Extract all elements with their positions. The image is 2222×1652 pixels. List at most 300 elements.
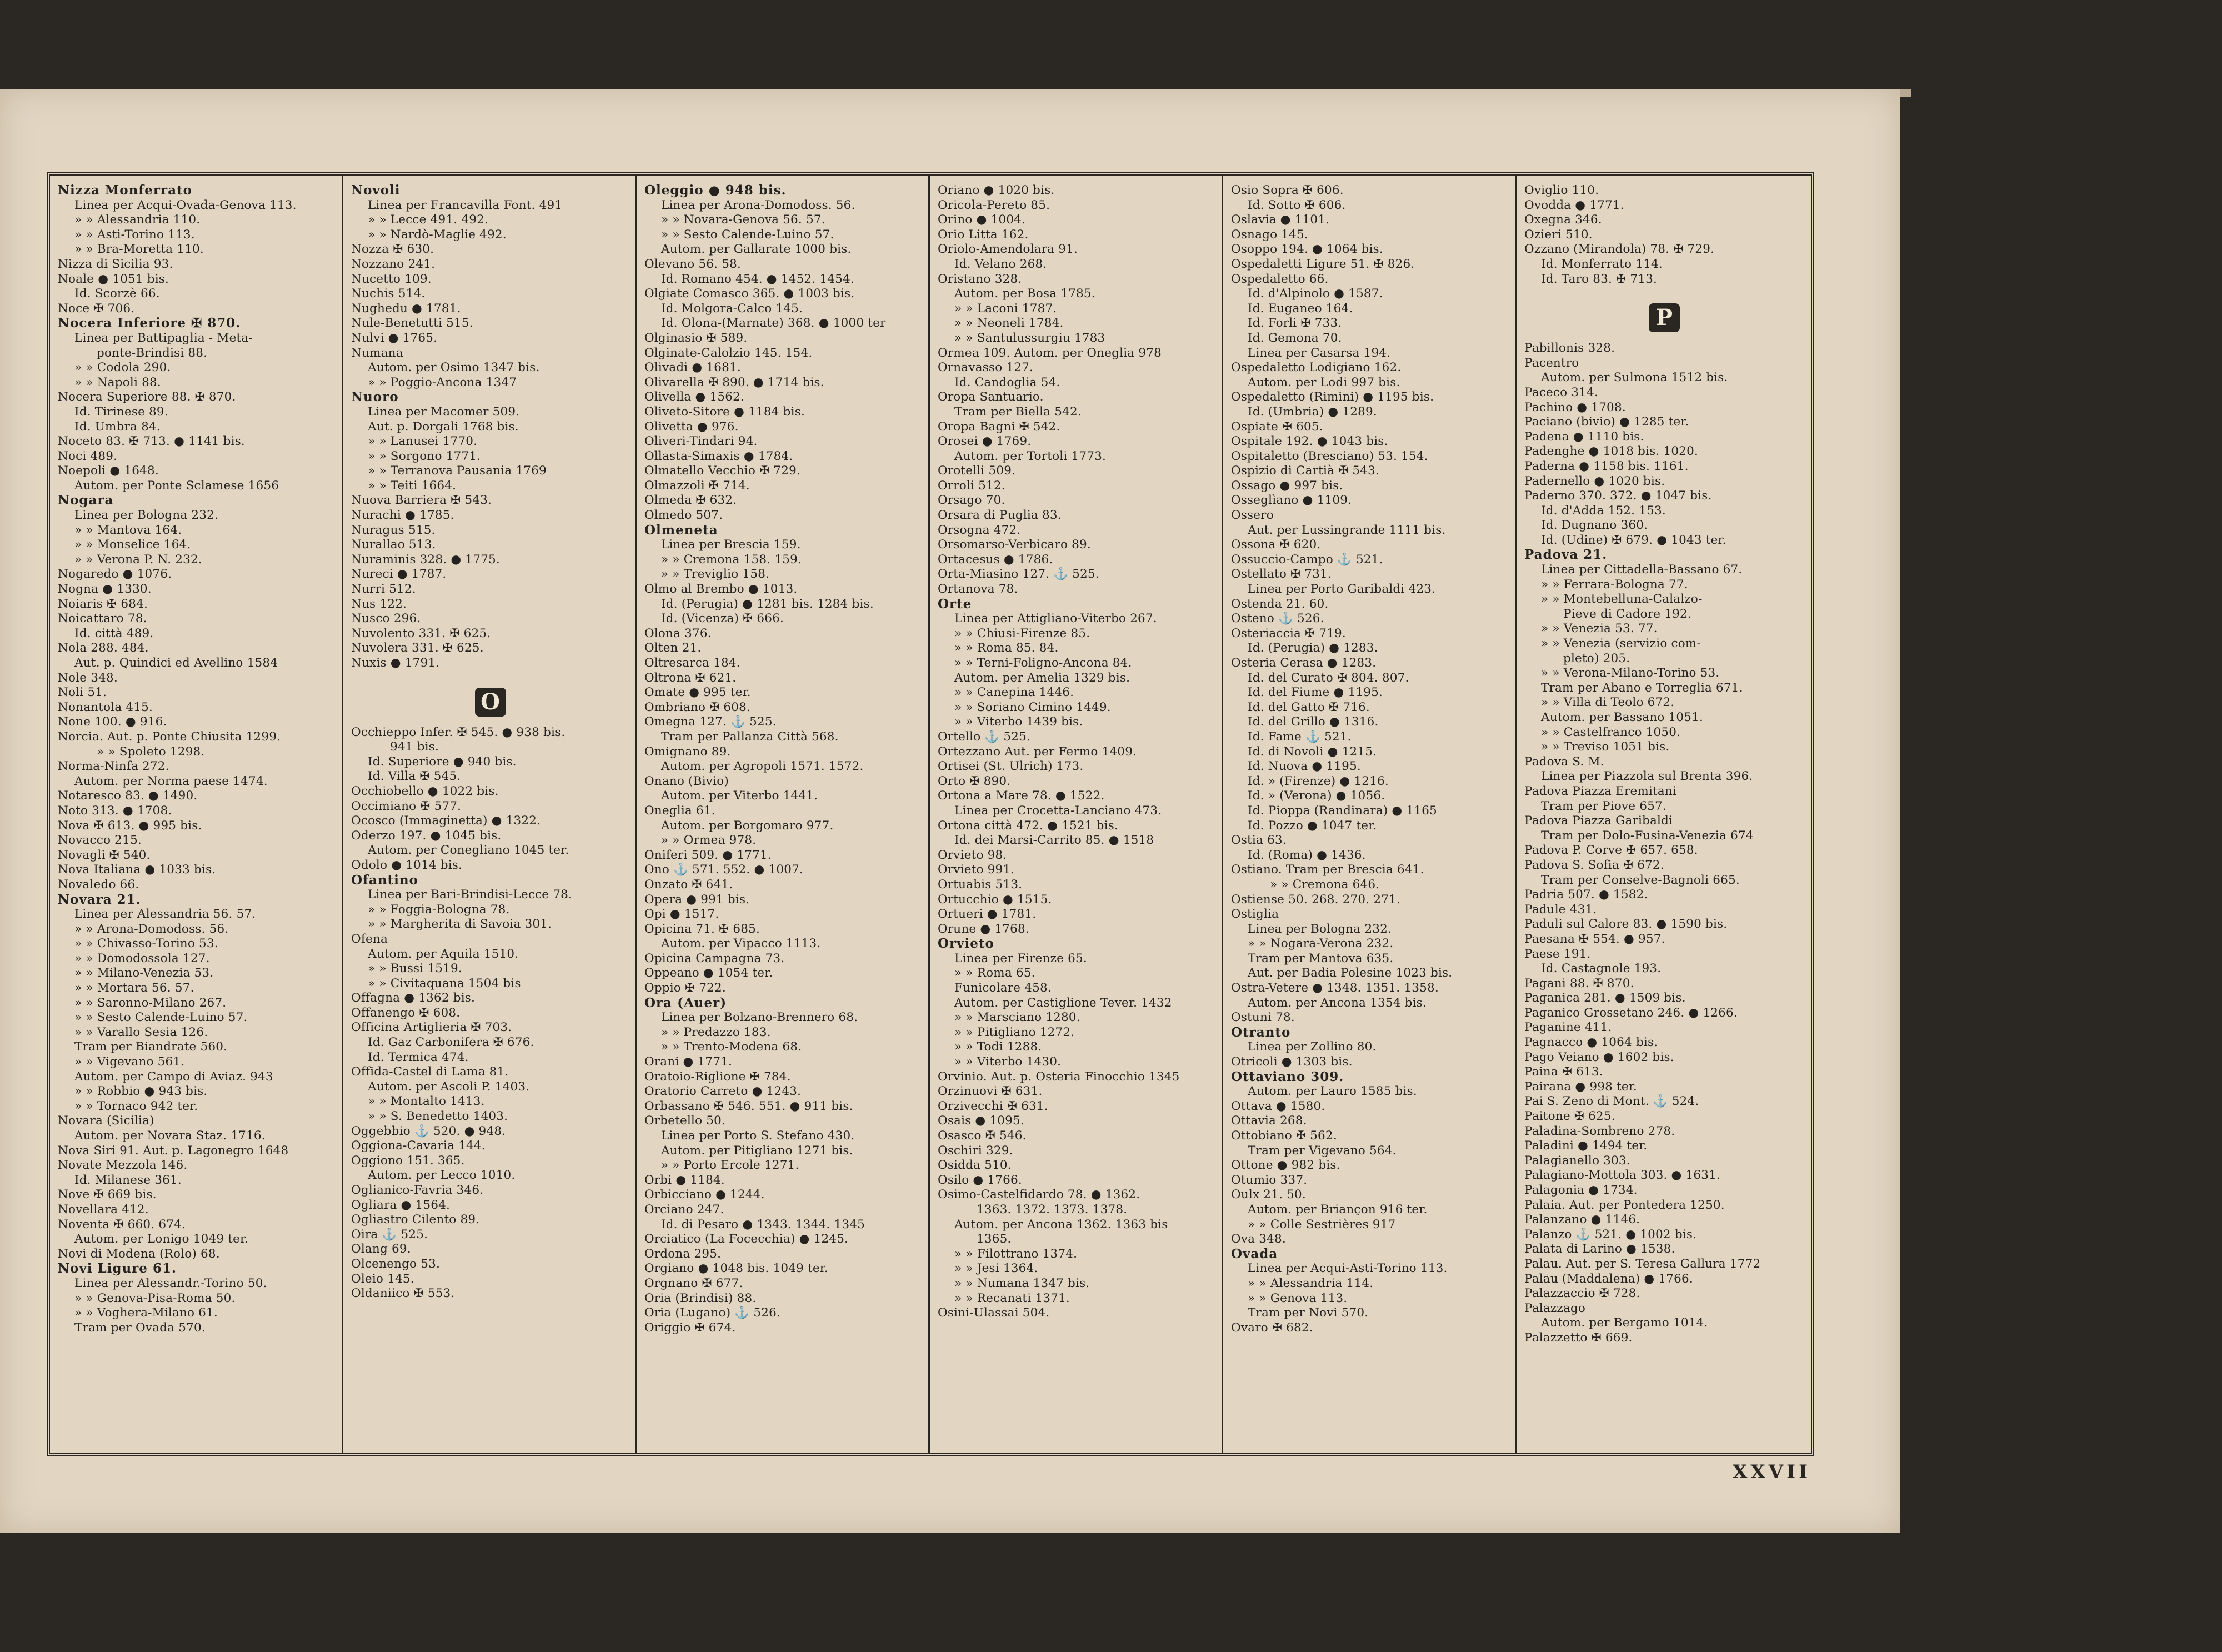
index-entry: Ospitale 192. ● 1043 bis. <box>1231 434 1388 449</box>
index-entry: Nola 288. 484. <box>58 641 149 655</box>
index-entry: Tram per Abano e Torreglia 671. <box>1541 680 1743 695</box>
index-entry: Orto ✠ 890. <box>938 774 1011 788</box>
index-entry: Offagna ● 1362 bis. <box>351 991 476 1005</box>
index-entry: » » Roma 65. <box>954 966 1035 980</box>
index-entry: Tram per Conselve-Bagnoli 665. <box>1541 873 1740 887</box>
index-entry: Ostra-Vetere ● 1348. 1351. 1358. <box>1231 981 1439 995</box>
index-entry: Paladini ● 1494 ter. <box>1524 1139 1648 1153</box>
index-entry: Palagiano-Mottola 303. ● 1631. <box>1524 1168 1721 1183</box>
index-entry: Ono ⚓ 571. 552. ● 1007. <box>644 863 804 877</box>
index-entry: Funicolare 458. <box>954 981 1052 995</box>
index-entry: Nove ✠ 669 bis. <box>58 1188 157 1202</box>
index-entry: Id. Forli ✠ 733. <box>1248 316 1342 331</box>
index-entry: Aut. per Badia Polesine 1023 bis. <box>1248 966 1453 980</box>
index-entry: Olten 21. <box>644 641 702 655</box>
index-entry: Ospizio di Cartià ✠ 543. <box>1231 464 1379 478</box>
index-entry: » » Teiti 1664. <box>368 478 457 493</box>
index-entry: Padova S. M. <box>1524 754 1604 769</box>
index-entry: Noale ● 1051 bis. <box>58 272 169 286</box>
index-entry: Opicina 71. ✠ 685. <box>644 922 760 936</box>
index-entry: Autom. per Lodi 997 bis. <box>1248 375 1400 389</box>
index-entry: Osilo ● 1766. <box>938 1173 1022 1187</box>
section-letter <box>1524 303 1804 334</box>
index-entry: Odolo ● 1014 bis. <box>351 858 463 872</box>
index-entry: Id. Velano 268. <box>954 257 1047 271</box>
index-entry: Ortisei (St. Ulrich) 173. <box>938 759 1084 774</box>
index-entry: Id. Milanese 361. <box>74 1173 182 1187</box>
index-entry: Olona 376. <box>644 626 712 640</box>
index-entry: Orio Litta 162. <box>938 227 1029 242</box>
index-entry: Autom. per Gallarate 1000 bis. <box>661 242 852 257</box>
index-entry: Ordona 295. <box>644 1246 722 1261</box>
index-entry: Palanzo ⚓ 521. ● 1002 bis. <box>1524 1227 1697 1241</box>
index-entry: » » Neoneli 1784. <box>954 316 1064 331</box>
index-entry: » » Treviso 1051 bis. <box>1541 740 1670 754</box>
index-entry: Padena ● 1110 bis. <box>1524 429 1644 444</box>
index-entry: Ozzano (Mirandola) 78. ✠ 729. <box>1524 242 1715 257</box>
index-column-6 <box>1517 176 1810 1453</box>
index-entry: Id. del Curato ✠ 804. 807. <box>1248 670 1409 685</box>
index-entry: Aut. p. Quindici ed Avellino 1584 <box>74 656 278 670</box>
index-entry: Nuvolera 331. ✠ 625. <box>351 641 484 655</box>
index-entry: » » Genova-Pisa-Roma 50. <box>74 1291 236 1305</box>
index-entry: Paitone ✠ 625. <box>1524 1109 1615 1124</box>
index-entry: » » Domodossola 127. <box>74 951 210 965</box>
index-entry: Nova Italiana ● 1033 bis. <box>58 863 216 877</box>
index-heading: Novoli <box>351 183 401 198</box>
index-column-1 <box>50 176 343 1453</box>
index-entry: Osteria Cerasa ● 1283. <box>1231 656 1377 670</box>
index-entry: Id. » (Firenze) ● 1216. <box>1248 774 1389 788</box>
index-heading: Novi Ligure 61. <box>58 1261 177 1276</box>
index-entry: Oltrona ✠ 621. <box>644 670 737 685</box>
index-entry: Olmeda ✠ 632. <box>644 493 737 508</box>
index-entry: Pieve di Cadore 192. <box>1563 607 1691 621</box>
index-entry: Palau. Aut. per S. Teresa Gallura 1772 <box>1524 1256 1761 1271</box>
index-entry: Ottobiano ✠ 562. <box>1231 1129 1337 1143</box>
index-entry: Id. Termica 474. <box>368 1050 469 1064</box>
index-entry: Autom. per Bergamo 1014. <box>1541 1316 1708 1330</box>
index-entry: Nuxis ● 1791. <box>351 656 440 670</box>
index-heading: Padova 21. <box>1524 548 1608 563</box>
index-entry: 1363. 1372. 1373. 1378. <box>977 1202 1128 1217</box>
index-entry: Id. Superiore ● 940 bis. <box>368 754 517 769</box>
index-entry: Id. » (Verona) ● 1056. <box>1248 789 1385 803</box>
index-column-4 <box>930 176 1223 1453</box>
index-entry: Olmedo 507. <box>644 508 723 523</box>
index-entry: Olmatello Vecchio ✠ 729. <box>644 464 800 478</box>
book-page <box>0 89 1900 1533</box>
index-entry: » » Monselice 164. <box>74 538 191 552</box>
index-entry: Paese 191. <box>1524 947 1591 961</box>
index-heading: Nocera Inferiore ✠ 870. <box>58 316 241 331</box>
index-entry: » » Bussi 1519. <box>368 962 462 976</box>
index-entry: Oltresarca 184. <box>644 656 740 670</box>
index-entry: Id. Umbra 84. <box>74 419 161 434</box>
index-entry: Id. Scorzè 66. <box>74 287 160 301</box>
index-entry: Paina ✠ 613. <box>1524 1065 1603 1079</box>
index-entry: Autom. per Bosa 1785. <box>954 287 1095 301</box>
index-entry: » » Marsciano 1280. <box>954 1010 1080 1025</box>
index-entry: Nova Siri 91. Aut. p. Lagonegro 1648 <box>58 1143 289 1158</box>
index-entry: » » Todi 1288. <box>954 1040 1042 1054</box>
index-entry: Opi ● 1517. <box>644 907 719 922</box>
index-entry: Id. Candoglia 54. <box>954 375 1060 389</box>
index-entry: Ogliastro Cilento 89. <box>351 1213 480 1227</box>
index-entry: Palagianello 303. <box>1524 1153 1630 1168</box>
index-entry: Pairana ● 998 ter. <box>1524 1079 1637 1094</box>
index-entry: » » Terranova Pausania 1769 <box>368 464 547 478</box>
index-entry: Linea per Bolzano-Brennero 68. <box>661 1010 858 1025</box>
index-entry: Linea per Piazzola sul Brenta 396. <box>1541 769 1753 784</box>
index-entry: Oropa Bagni ✠ 542. <box>938 419 1060 434</box>
index-entry: Paduli sul Calore 83. ● 1590 bis. <box>1524 917 1728 932</box>
index-entry: Orino ● 1004. <box>938 213 1026 227</box>
index-entry: Autom. per Tortoli 1773. <box>954 449 1107 463</box>
index-entry: » » Venezia (servizio com- <box>1541 637 1701 651</box>
index-entry: Linea per Alessandria 56. 57. <box>74 907 256 922</box>
index-entry: Orsomarso-Verbicaro 89. <box>938 538 1091 552</box>
index-entry: Nuvolento 331. ✠ 625. <box>351 626 491 640</box>
index-entry: Pabillonis 328. <box>1524 341 1615 356</box>
index-entry: Orzinuovi ✠ 631. <box>938 1084 1043 1099</box>
index-heading: Nuoro <box>351 390 399 405</box>
index-entry: » » Lanusei 1770. <box>368 434 478 449</box>
index-entry: Id. Taro 83. ✠ 713. <box>1541 272 1658 286</box>
index-entry: » » Sesto Calende-Luino 57. <box>74 1010 248 1025</box>
index-entry: Palazzago <box>1524 1301 1585 1315</box>
index-entry: » » Robbio ● 943 bis. <box>74 1084 208 1099</box>
index-entry: Linea per Macomer 509. <box>368 404 520 419</box>
index-entry: Nurallao 513. <box>351 538 436 552</box>
index-entry: Paesana ✠ 554. ● 957. <box>1524 932 1665 946</box>
index-columns <box>50 176 1811 1453</box>
index-entry: Ossona ✠ 620. <box>1231 538 1321 552</box>
index-entry: Id. (Roma) ● 1436. <box>1248 848 1366 862</box>
index-entry: Linea per Francavilla Font. 491 <box>368 198 563 212</box>
index-entry: Padova Piazza Eremitani <box>1524 784 1677 798</box>
index-entry: Olivarella ✠ 890. ● 1714 bis. <box>644 375 824 389</box>
index-entry: Id. del Grillo ● 1316. <box>1248 715 1379 729</box>
index-entry: Ottone ● 982 bis. <box>1231 1158 1340 1173</box>
index-entry: » » Genova 113. <box>1248 1291 1348 1305</box>
index-entry: Ospedaletti Ligure 51. ✠ 826. <box>1231 257 1415 271</box>
index-entry: Orsogna 472. <box>938 523 1021 537</box>
index-entry: Noventa ✠ 660. 674. <box>58 1217 186 1232</box>
index-entry: Ombriano ✠ 608. <box>644 700 751 714</box>
index-entry: Id. Fame ⚓ 521. <box>1248 729 1352 744</box>
index-entry: Orsago 70. <box>938 493 1005 508</box>
index-entry: Id. di Pesaro ● 1343. 1344. 1345 <box>661 1217 865 1232</box>
index-entry: » » Viterbo 1430. <box>954 1055 1062 1069</box>
index-entry: Osini-Ulassai 504. <box>938 1306 1050 1320</box>
index-entry: Ozieri 510. <box>1524 227 1593 242</box>
index-entry: Oriano ● 1020 bis. <box>938 183 1055 197</box>
index-entry: Ostiense 50. 268. 270. 271. <box>1231 892 1401 907</box>
index-entry: » » Villa di Teolo 672. <box>1541 695 1675 710</box>
index-entry: Oricola-Pereto 85. <box>938 198 1050 212</box>
index-entry: Ortanova 78. <box>938 582 1018 597</box>
index-entry: Noicattaro 78. <box>58 612 147 626</box>
index-entry: Olgiate Comasco 365. ● 1003 bis. <box>644 287 855 301</box>
index-entry: » » Venezia 53. 77. <box>1541 622 1658 636</box>
index-entry: Ortezzano Aut. per Fermo 1409. <box>938 744 1137 759</box>
index-entry: » » Sesto Calende-Luino 57. <box>661 227 834 242</box>
index-entry: Autom. per Briançon 916 ter. <box>1248 1202 1428 1217</box>
index-entry: Paganica 281. ● 1509 bis. <box>1524 991 1686 1005</box>
index-entry: Id. Romano 454. ● 1452. 1454. <box>661 272 854 286</box>
index-entry: Orvinio. Aut. p. Osteria Finocchio 1345 <box>938 1069 1180 1084</box>
index-heading: Olmeneta <box>644 523 718 538</box>
index-entry: Id. (Udine) ✠ 679. ● 1043 ter. <box>1541 533 1726 547</box>
index-column-5 <box>1223 176 1517 1453</box>
index-entry: Autom. per Aquila 1510. <box>368 947 519 961</box>
index-entry: » » Roma 85. 84. <box>954 641 1059 655</box>
index-entry: Notaresco 83. ● 1490. <box>58 789 198 803</box>
index-heading: Ofantino <box>351 873 418 888</box>
index-entry: » » Poggio-Ancona 1347 <box>368 375 517 389</box>
index-entry: Padule 431. <box>1524 902 1597 917</box>
index-entry: » » Milano-Venezia 53. <box>74 966 214 980</box>
index-entry: Oratorio Carreto ● 1243. <box>644 1084 802 1099</box>
index-entry: Ostia 63. <box>1231 833 1287 848</box>
index-entry: Autom. per Viterbo 1441. <box>661 789 818 803</box>
index-entry: Onzato ✠ 641. <box>644 877 733 892</box>
index-entry: Olmo al Brembo ● 1013. <box>644 582 798 597</box>
index-entry: Ostenda 21. 60. <box>1231 597 1329 611</box>
index-entry: » » Ferrara-Bologna 77. <box>1541 577 1688 592</box>
index-entry: Autom. per Borgomaro 977. <box>661 818 834 833</box>
index-entry: Id. d'Adda 152. 153. <box>1541 503 1666 518</box>
index-entry: Id. dei Marsi-Carrito 85. ● 1518 <box>954 833 1154 848</box>
index-entry: Id. città 489. <box>74 626 154 640</box>
index-entry: » » Filottrano 1374. <box>954 1246 1078 1261</box>
index-entry: Olevano 56. 58. <box>644 257 742 271</box>
index-entry: Oderzo 197. ● 1045 bis. <box>351 828 502 843</box>
index-frame <box>47 172 1814 1456</box>
index-entry: » » Lecce 491. 492. <box>368 213 488 227</box>
index-entry: » » Viterbo 1439 bis. <box>954 715 1083 729</box>
index-entry: Olivadi ● 1681. <box>644 361 741 375</box>
index-entry: Pagnacco ● 1064 bis. <box>1524 1035 1658 1050</box>
index-entry: Tram per Novi 570. <box>1248 1306 1369 1320</box>
index-entry: Autom. per Bassano 1051. <box>1541 710 1704 724</box>
index-entry: Orani ● 1771. <box>644 1055 733 1069</box>
index-entry: Id. Olona-(Marnate) 368. ● 1000 ter <box>661 316 886 331</box>
index-entry: Olivella ● 1562. <box>644 390 744 404</box>
index-entry: Nole 348. <box>58 670 118 685</box>
index-entry: Autom. per Pitigliano 1271 bis. <box>661 1143 853 1158</box>
index-entry: Novaledo 66. <box>58 877 139 892</box>
index-heading: Nogara <box>58 493 114 508</box>
index-entry: Palau (Maddalena) ● 1766. <box>1524 1271 1693 1286</box>
index-entry: » » Vigevano 561. <box>74 1055 185 1069</box>
index-entry: Pachino ● 1708. <box>1524 400 1626 414</box>
index-entry: » » Canepina 1446. <box>954 685 1074 700</box>
index-entry: Oxegna 346. <box>1524 213 1602 227</box>
index-entry: Ortona a Mare 78. ● 1522. <box>938 789 1105 803</box>
index-entry: Nova ✠ 613. ● 995 bis. <box>58 818 202 833</box>
index-entry: Officina Artiglieria ✠ 703. <box>351 1020 512 1035</box>
index-entry: Pagani 88. ✠ 870. <box>1524 976 1634 990</box>
index-entry: 941 bis. <box>390 740 439 754</box>
index-entry: Otumio 337. <box>1231 1173 1308 1187</box>
index-entry: » » Montebelluna-Calalzo- <box>1541 592 1703 607</box>
index-entry: Ostiglia <box>1231 907 1279 922</box>
index-entry: Linea per Porto S. Stefano 430. <box>661 1129 855 1143</box>
index-entry: Autom. per Sulmona 1512 bis. <box>1541 371 1728 385</box>
index-entry: Oslavia ● 1101. <box>1231 213 1330 227</box>
index-entry: » » Numana 1347 bis. <box>954 1276 1090 1290</box>
index-entry: Oratoio-Riglione ✠ 784. <box>644 1069 791 1084</box>
index-entry: » » Asti-Torino 113. <box>74 227 195 242</box>
index-entry: Nogna ● 1330. <box>58 582 152 597</box>
index-entry: Ortuabis 513. <box>938 877 1023 892</box>
index-entry: Ortacesus ● 1786. <box>938 552 1053 567</box>
section-letter <box>351 688 629 719</box>
index-entry: Oira ⚓ 525. <box>351 1227 428 1241</box>
index-entry: Norma-Ninfa 272. <box>58 759 169 774</box>
index-entry: Palaia. Aut. per Pontedera 1250. <box>1524 1198 1725 1212</box>
index-entry: Nusco 296. <box>351 612 421 626</box>
index-entry: Olivetta ● 976. <box>644 419 739 434</box>
index-entry: Orbassano ✠ 546. 551. ● 911 bis. <box>644 1099 853 1113</box>
index-heading: Ora (Auer) <box>644 995 727 1010</box>
index-entry: Autom. per Ancona 1362. 1363 bis <box>954 1217 1168 1232</box>
index-entry: Osasco ✠ 546. <box>938 1129 1027 1143</box>
index-entry: Osimo-Castelfidardo 78. ● 1362. <box>938 1188 1140 1202</box>
index-entry: Onano (Bivio) <box>644 774 729 788</box>
index-entry: » » Varallo Sesia 126. <box>74 1025 208 1039</box>
index-entry: Id. (Umbria) ● 1289. <box>1248 404 1377 419</box>
index-entry: » » Trento-Modena 68. <box>661 1040 802 1054</box>
index-entry: Noto 313. ● 1708. <box>58 803 172 818</box>
index-entry: Padova P. Corve ✠ 657. 658. <box>1524 843 1698 858</box>
index-entry: » » Foggia-Bologna 78. <box>368 902 510 917</box>
index-entry: » » Nardò-Maglie 492. <box>368 227 507 242</box>
index-entry: Linea per Arona-Domodoss. 56. <box>661 198 855 212</box>
index-entry: Nogaredo ● 1076. <box>58 567 172 582</box>
index-entry: Oristano 328. <box>938 272 1022 286</box>
index-heading: Ovada <box>1231 1246 1278 1261</box>
index-entry: Noceto 83. ✠ 713. ● 1141 bis. <box>58 434 245 449</box>
index-entry: Osteriaccia ✠ 719. <box>1231 626 1346 640</box>
index-entry: Id. Nuova ● 1195. <box>1248 759 1361 774</box>
index-entry: Autom. per Osimo 1347 bis. <box>368 361 540 375</box>
index-entry: Ormea 109. Autom. per Oneglia 978 <box>938 346 1162 360</box>
index-entry: Autom. per Campo di Aviaz. 943 <box>74 1069 273 1084</box>
index-entry: Nocera Superiore 88. ✠ 870. <box>58 390 236 404</box>
index-entry: Novi di Modena (Rolo) 68. <box>58 1246 220 1261</box>
index-entry: Paganine 411. <box>1524 1020 1612 1035</box>
index-entry: Nulvi ● 1765. <box>351 331 438 345</box>
index-entry: Nughedu ● 1781. <box>351 301 461 316</box>
index-entry: Norcia. Aut. p. Ponte Chiusita 1299. <box>58 729 281 744</box>
index-entry: Linea per Cittadella-Bassano 67. <box>1541 563 1743 577</box>
index-entry: Osoppo 194. ● 1064 bis. <box>1231 242 1383 257</box>
index-entry: Linea per Acqui-Ovada-Genova 113. <box>74 198 297 212</box>
index-heading: Oleggio ● 948 bis. <box>644 183 787 198</box>
index-entry: Nuova Barriera ✠ 543. <box>351 493 492 508</box>
index-entry: Orotelli 509. <box>938 464 1016 478</box>
index-entry: Ortucchio ● 1515. <box>938 892 1052 907</box>
index-entry: Ovodda ● 1771. <box>1524 198 1624 212</box>
index-entry: Orzivecchi ✠ 631. <box>938 1099 1048 1113</box>
index-entry: Oriolo-Amendolara 91. <box>938 242 1078 257</box>
index-entry: » » Montalto 1413. <box>368 1094 485 1109</box>
index-entry: Autom. per Lecco 1010. <box>368 1168 516 1183</box>
index-entry: Omate ● 995 ter. <box>644 685 751 700</box>
index-entry: Linea per Bari-Brindisi-Lecce 78. <box>368 888 573 902</box>
index-entry: Id. Gemona 70. <box>1248 331 1342 345</box>
index-entry: Autom. per Norma paese 1474. <box>74 774 268 788</box>
index-entry: Nucetto 109. <box>351 272 432 286</box>
index-entry: Id. Monferrato 114. <box>1541 257 1663 271</box>
index-entry: Autom. per Agropoli 1571. 1572. <box>661 759 864 774</box>
index-entry: Id. Villa ✠ 545. <box>368 769 461 784</box>
index-entry: Autom. per Vipacco 1113. <box>661 937 821 951</box>
index-entry: Ogliara ● 1564. <box>351 1198 451 1212</box>
index-entry: Numana <box>351 346 403 360</box>
index-entry: Id. d'Alpinolo ● 1587. <box>1248 287 1383 301</box>
index-entry: » » Saronno-Milano 267. <box>74 995 227 1010</box>
index-entry: Nus 122. <box>351 597 407 611</box>
index-entry: Oviglio 110. <box>1524 183 1599 197</box>
index-entry: Offida-Castel di Lama 81. <box>351 1065 509 1079</box>
index-entry: Osnago 145. <box>1231 227 1308 242</box>
index-entry: Id. Castagnole 193. <box>1541 962 1662 976</box>
index-entry: Palazzetto ✠ 669. <box>1524 1330 1633 1345</box>
index-entry: Ottava ● 1580. <box>1231 1099 1325 1113</box>
index-entry: Id. del Gatto ✠ 716. <box>1248 700 1370 714</box>
index-entry: Paciano (bivio) ● 1285 ter. <box>1524 415 1689 429</box>
index-entry: Id. Euganeo 164. <box>1248 301 1353 316</box>
index-entry: » » Porto Ercole 1271. <box>661 1158 799 1173</box>
index-entry: Omegna 127. ⚓ 525. <box>644 715 777 729</box>
index-entry: Autom. per Ascoli P. 1403. <box>368 1079 530 1094</box>
index-entry: Oggiono 151. 365. <box>351 1153 465 1168</box>
index-entry: » » Voghera-Milano 61. <box>74 1306 218 1320</box>
index-entry: Ollasta-Simaxis ● 1784. <box>644 449 793 463</box>
index-entry: Ospitaletto (Bresciano) 53. 154. <box>1231 449 1428 463</box>
index-heading: Orte <box>938 597 972 612</box>
index-entry: Nozzano 241. <box>351 257 436 271</box>
index-entry: Autom. per Castiglione Tever. 1432 <box>954 995 1172 1010</box>
index-entry: Aut. per Lussingrande 1111 bis. <box>1248 523 1446 537</box>
index-entry: Ospedaletto Lodigiano 162. <box>1231 361 1402 375</box>
index-entry: Id. Pozzo ● 1047 ter. <box>1248 818 1377 833</box>
index-entry: Autom. per Amelia 1329 bis. <box>954 670 1130 685</box>
index-entry: » » Predazzo 183. <box>661 1025 771 1039</box>
index-heading: Ottaviano 309. <box>1231 1069 1344 1084</box>
index-entry: Nizza di Sicilia 93. <box>58 257 173 271</box>
section-letter-label: O <box>475 688 506 717</box>
index-entry: Novara (Sicilia) <box>58 1114 154 1128</box>
index-entry: » » Recanati 1371. <box>954 1291 1070 1305</box>
index-entry: » » S. Benedetto 1403. <box>368 1109 508 1124</box>
index-entry: Pacentro <box>1524 356 1579 370</box>
index-heading: Novara 21. <box>58 892 141 907</box>
index-entry: Linea per Battipaglia - Meta- <box>74 331 253 345</box>
index-heading: Otranto <box>1231 1025 1291 1040</box>
index-entry: Linea per Alessandr.-Torino 50. <box>74 1276 267 1290</box>
index-entry: Oglianico-Favria 346. <box>351 1183 484 1197</box>
index-entry: Oleio 145. <box>351 1271 414 1286</box>
index-entry: Occhieppo Infer. ✠ 545. ● 938 bis. <box>351 725 565 739</box>
index-entry: Paceco 314. <box>1524 385 1598 399</box>
index-entry: Autom. per Lauro 1585 bis. <box>1248 1084 1417 1099</box>
index-entry: Pago Veiano ● 1602 bis. <box>1524 1050 1674 1064</box>
